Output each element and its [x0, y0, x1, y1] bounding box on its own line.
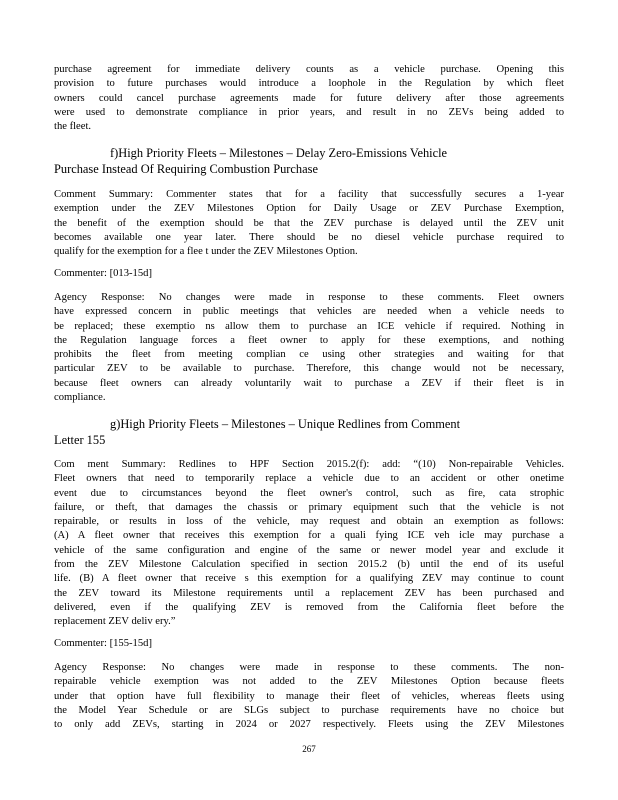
text-line: prohibits the fleet from meeting complian ce using other strategies and waiting for that [54, 349, 564, 361]
text-line: Comment Summary: Commenter states that for a facility that successfully secures a 1-year [54, 189, 564, 200]
text-line: provision to future purchases would introduce a loophole in the Regulation by which fleet [54, 78, 564, 90]
page-number: 267 [302, 744, 316, 754]
agency-response-f [54, 291, 564, 405]
text-line: delivered, even if the qualifying ZEV is removed from the California fleet before the [54, 601, 564, 613]
section-heading-f [54, 145, 564, 177]
text-line: repairable, or results in loss of the vehicle, may request and obtain an exemption as follows: [54, 516, 564, 528]
heading-line: g)High Priority Fleets – Milestones – Unique Redlines from Comment [110, 417, 461, 431]
heading-line: f)High Priority Fleets – Milestones – Delay Zero-Emissions Vehicle [110, 146, 448, 160]
text-line: particular ZEV to be available to purchase. Therefore, this change would not be necessary, [54, 363, 564, 375]
text-line: Com ment Summary: Redlines to HPF Section 2015.2(f): add: “(10) Non-repairable Vehicles. [54, 459, 564, 470]
commenter-f: Commenter: [013-15d] [54, 268, 152, 279]
text-line: from the ZEV Milestone Calculation specified in section 2015.2 (b) until the end of its useful [54, 559, 564, 571]
text-line: the ZEV toward its Milestone requirements until a replacement ZEV has been purchased and [54, 587, 564, 599]
comment-summary-g [54, 458, 564, 630]
text-line: the benefit of the exemption should be that the ZEV purchase is delayed until the ZEV unit [54, 217, 564, 229]
text-line: the fleet. [54, 121, 92, 133]
heading-line: Purchase Instead Of Requiring Combustion Purchase [54, 162, 318, 176]
text-line: because fleet owners can already voluntarily wait to purchase a ZEV if their fleet is in [54, 377, 564, 389]
text-line: to only add ZEVs, starting in 2024 or 2027 respectively. Fleets using the ZEV Milestones [54, 719, 564, 731]
text-line: becomes available one year later. There should be no diesel vehicle purchase required to [54, 231, 564, 243]
text-line: exemption under the ZEV Milestones Option for Daily Usage or ZEV Purchase Exemption, [54, 203, 564, 215]
text-line: purchase agreement for immediate delivery counts as a vehicle purchase. Opening this [54, 64, 564, 75]
paragraph-fleet-purchase [54, 63, 564, 134]
text-line: were used to demonstrate compliance in prior years, and result in no ZEVs being added to [54, 106, 564, 118]
text-line: Fleet owners that need to temporarily replace a vehicle due to an accident or other onetime [54, 473, 564, 485]
text-line: be replaced; these exemptio ns allow them to purchase an ICE vehicle if required. Nothing in [54, 320, 564, 332]
text-line: the Regulation language forces a fleet owner to apply for these exemptions, and nothing [54, 334, 564, 346]
text-line: have expressed concern in public meetings that vehicles are needed when a vehicle needs to [54, 306, 564, 318]
section-heading-g [54, 416, 564, 448]
text-line: Agency Response: No changes were made in response to these comments. Fleet owners [54, 292, 564, 303]
text-line: Agency Response: No changes were made in response to these comments. The non- [54, 662, 564, 673]
text-line: the Model Year Schedule or are SLGs subject to purchase requirements have no choice but [54, 704, 564, 716]
text-line: replacement ZEV deliv ery.” [54, 616, 176, 628]
text-line: compliance. [54, 392, 106, 404]
agency-response-g [54, 661, 564, 732]
text-line: under that option have full flexibility to manage their fleet of vehicles, whereas fleets using [54, 690, 564, 702]
text-line: failure, or theft, that damages the chassis or primary equipment such that the vehicle is not [54, 501, 564, 513]
heading-line: Letter 155 [54, 433, 106, 447]
text-line: event due to circumstances beyond the fleet owner's control, such as fire, cata strophic [54, 487, 564, 499]
text-line: repairable vehicle exemption was not added to the ZEV Milestones Option because fleets [54, 676, 564, 688]
comment-summary-f [54, 188, 564, 259]
text-line: qualify for the exemption for a flee t under the ZEV Milestones Option. [54, 246, 358, 258]
text-line: (A) A fleet owner that receives this exemption for a quali fying ICE veh icle may purchase a [54, 530, 564, 542]
text-line: life. (B) A fleet owner that receive s this exemption for a qualifying ZEV may continue to count [54, 573, 564, 585]
commenter-g: Commenter: [155-15d] [54, 638, 152, 649]
text-line: owners could cancel purchase agreements made for future delivery after those agreements [54, 92, 564, 104]
text-line: vehicle of the same configuration and engine of the same or newer model year and exclude it [54, 544, 564, 556]
